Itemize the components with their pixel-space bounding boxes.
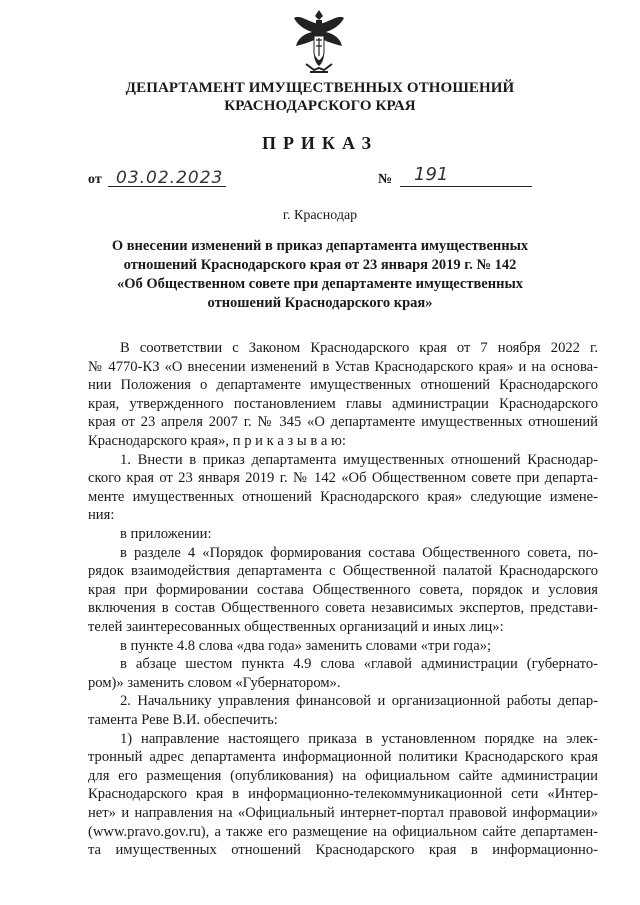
body-text-line: менте имущественных отношений Краснодарского края» следующие измене-	[88, 488, 598, 505]
handwritten-number: 191	[414, 164, 449, 185]
body-text-line: 1. Внести в приказ департамента имущественных отношений Краснодар-	[120, 451, 598, 468]
number-underline	[400, 186, 532, 187]
body-text-line: 1) направление настоящего приказа в установленном порядке на элек-	[120, 730, 598, 747]
body-text-line: (www.pravo.gov.ru), а также его размещение на официальном сайте департамен-	[88, 823, 598, 840]
document-title-line: отношений Краснодарского края»	[207, 295, 433, 311]
body-text-line: В соответствии с Законом Краснодарского края от 7 ноября 2022 г.	[120, 340, 598, 356]
body-text-line: рядок взаимодействия департамента с Общественной палатой Краснодарского	[88, 563, 598, 580]
number-prefix: №	[378, 172, 393, 187]
document-title-line: отношений Краснодарского края от 23 января 2019 г. № 142	[123, 257, 517, 273]
body-text-line: в абзаце шестом пункта 4.9 слова «главой администрации (губернато-	[120, 656, 598, 673]
body-text-line: в приложении:	[120, 526, 212, 542]
body-text-line: нии Положения о департаменте имущественных отношений Краснодарского	[88, 377, 598, 394]
coat-of-arms-emblem	[292, 6, 346, 76]
organization-name-line2: КРАСНОДАРСКОГО КРАЯ	[224, 98, 416, 114]
body-text-line: та имущественных отношений Краснодарского края в информационно-	[88, 842, 598, 859]
body-text-line: ского края от 23 января 2019 г. № 142 «Об Общественном совете при департа-	[88, 470, 598, 487]
body-text-line: в разделе 4 «Порядок формирования состава Общественного совета, по-	[120, 544, 598, 561]
date-prefix: от	[88, 172, 102, 187]
body-text-line: тамента Реве В.И. обеспечить:	[88, 712, 278, 728]
organization-name-line1: ДЕПАРТАМЕНТ ИМУЩЕСТВЕННЫХ ОТНОШЕНИЙ	[125, 80, 515, 96]
city-name: г. Краснодар	[282, 208, 358, 223]
body-text-line: № 4770-КЗ «О внесении изменений в Устав Краснодарского края» и на основа-	[88, 358, 598, 375]
body-text-line: края при формировании состава Общественного совета, порядок и условия	[88, 581, 598, 598]
body-text-line: Краснодарского края в информационно-телекоммуникационной сети «Интер-	[88, 786, 598, 803]
body-text-line: включения в состав Общественного совета независимых экспертов, представи-	[88, 600, 598, 617]
body-text-line: телей заинтересованных общественных организаций и иных лиц»:	[88, 619, 504, 635]
body-text-line: в пункте 4.8 слова «два года» заменить словами «три года»;	[120, 637, 492, 654]
document-type-heading: ПРИКАЗ	[261, 133, 379, 153]
document-title-line: О внесении изменений в приказ департамента имущественных	[111, 238, 529, 254]
body-text-line: ром)» заменить словом «Губернатором».	[88, 674, 341, 691]
body-text-line: края от 23 апреля 2007 г. № 345 «О департаменте имущественных отношений	[88, 414, 598, 431]
handwritten-date: 03.02.2023	[116, 168, 224, 188]
document-title-line: «Об Общественном совете при департаменте имущественных	[116, 276, 524, 292]
body-text-line: для его размещения (опубликования) на официальном сайте администрации	[88, 767, 598, 784]
body-text-line: 2. Начальнику управления финансовой и организационной работы депар-	[120, 693, 598, 710]
body-text-line: тронный адрес департамента информационной политики Краснодарского края	[88, 749, 598, 766]
body-text-line: края, утвержденного постановлением главы администрации Краснодарского	[88, 395, 598, 412]
body-text-line: ния:	[88, 507, 115, 524]
body-text-line: Краснодарского края», п р и к а з ы в а ю:	[88, 433, 346, 449]
body-text-line: нет» и направления на «Официальный интернет-портал правовой информации»	[88, 805, 598, 821]
